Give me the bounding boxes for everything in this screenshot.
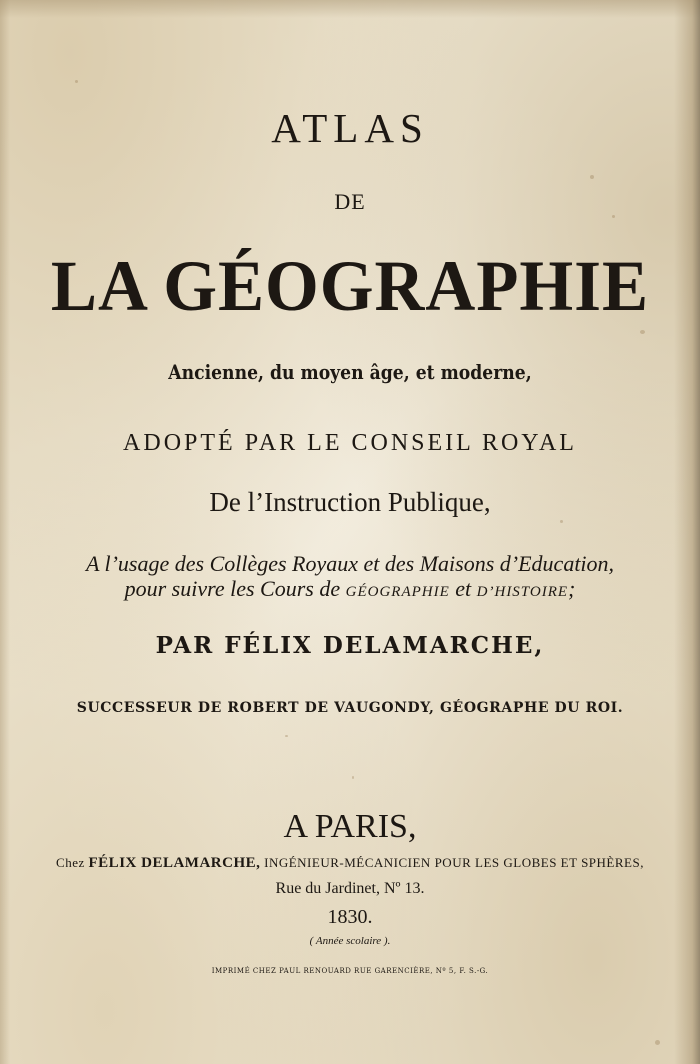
usage-et: et: [455, 576, 472, 601]
usage-end: ;: [568, 576, 576, 601]
usage-line-2-start: pour suivre les Cours de: [124, 576, 341, 601]
printer-line: IMPRIMÉ CHEZ PAUL RENOUARD RUE GARENCIÈRE, Nº 5, F. S.-G.: [211, 967, 489, 975]
publisher-chez: Chez: [56, 855, 85, 870]
publisher-name: FÉLIX DELAMARCHE,: [88, 855, 261, 871]
usage-histoire: D’HISTOIRE: [476, 584, 569, 600]
adopte-line: ADOPTÉ PAR LE CONSEIL ROYAL: [123, 430, 577, 456]
instruction-line: De l’Instruction Publique,: [209, 487, 491, 517]
page-edge-right: [674, 0, 700, 1064]
author-line: PAR FÉLIX DELAMARCHE,: [155, 632, 545, 659]
title-de: DE: [334, 189, 366, 214]
publisher-line: [0, 856, 700, 871]
usage-line-1: A l’usage des Collèges Royaux et des Maisons d’Education,: [85, 551, 615, 576]
foxing-spot: [352, 776, 354, 779]
foxing-spot: [590, 175, 594, 179]
foxing-spot: [560, 520, 563, 523]
subtitle: Ancienne, du moyen âge, et moderne,: [168, 360, 532, 384]
page-edge-left: [0, 0, 10, 1064]
usage-geographie: GÉOGRAPHIE: [345, 584, 450, 600]
foxing-spot: [655, 1040, 660, 1045]
foxing-spot: [612, 215, 615, 218]
annee-line: ( Année scolaire ).: [309, 935, 391, 947]
address-line: Rue du Jardinet, Nº 13.: [275, 880, 425, 897]
successor-line: SUCCESSEUR DE ROBERT DE VAUGONDY, GÉOGRAPHE DU ROI.: [76, 700, 624, 716]
foxing-spot: [640, 330, 645, 334]
page-edge-top: [0, 0, 700, 18]
foxing-spot: [75, 80, 78, 83]
year-line: 1830.: [327, 906, 373, 928]
usage-line-2: [0, 578, 700, 600]
publisher-role: INGÉNIEUR-MÉCANICIEN POUR LES GLOBES ET SPHÈRES,: [264, 855, 644, 870]
title-atlas: ATLAS: [271, 105, 429, 151]
place-line: A PARIS,: [283, 808, 417, 845]
main-title: LA GÉOGRAPHIE: [50, 246, 650, 326]
foxing-spot: [285, 735, 288, 737]
